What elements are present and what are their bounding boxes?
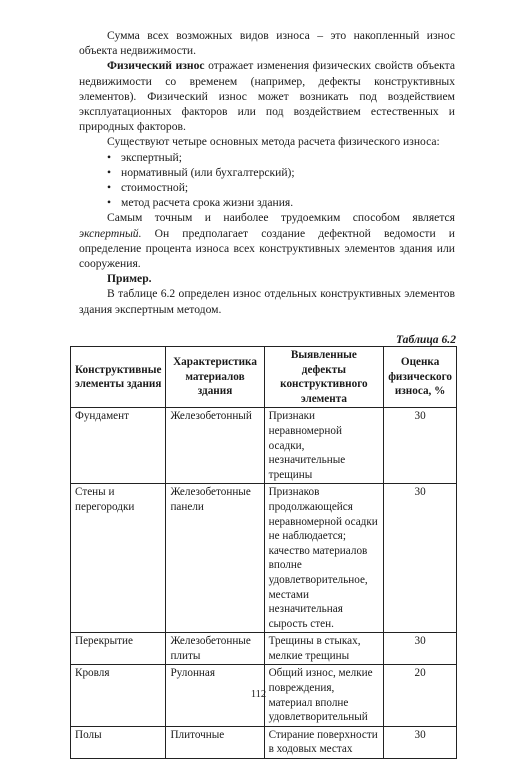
paragraph-accumulated-wear: Сумма всех возможных видов износа – это накопленный износ объекта недвижимости. [79,29,455,58]
paragraph-table-intro: В таблице 6.2 определен износ отдельных конструктивных элементов здания экспертным методом. [79,287,455,316]
table-caption: Таблица 6.2 [396,333,456,346]
cell-wear: 20 [384,665,457,726]
list-item: • метод расчета срока жизни здания. [107,195,455,210]
list-item: • экспертный; [107,150,455,165]
header-elements: Конструктивные элементы здания [71,347,166,408]
table-row [71,726,457,758]
header-wear-percent: Оценка физического износа, % [384,347,457,408]
paragraph-expert-method [79,210,455,271]
cell-wear: 30 [384,408,457,484]
page-number: 112 [250,689,267,700]
table-row [71,633,457,665]
cell-element: Полы [71,726,166,758]
cell-element: Фундамент [71,408,166,484]
paragraph-physical-wear [79,58,455,134]
expert-method-rest: Он предполагает создание дефектной ведомости и определение процента износа всех конструктивных элементов здания или сооружения. [79,226,455,271]
cell-material: Плиточные [166,726,264,758]
body-text [79,28,455,317]
table-header-row [71,347,457,408]
cell-element: Кровля [71,665,166,726]
header-defects: Выявленные дефекты конструктивного элемента [264,347,384,408]
term-expert: экспертный. [79,226,142,240]
list-item: • стоимостной; [107,180,455,195]
cell-element: Стены и перегородки [71,484,166,633]
cell-material: Рулонная [166,665,264,726]
cell-wear: 30 [384,484,457,633]
header-materials: Характеристика материалов здания [166,347,264,408]
cell-defects: Общий износ, мелкие повреждения, материал вполне удовлетворительный [264,665,384,726]
methods-list [79,150,455,211]
cell-defects: Трещины в стыках, мелкие трещины [264,633,384,665]
cell-element: Перекрытие [71,633,166,665]
table-row [71,484,457,633]
example-heading: Пример. [107,272,152,286]
cell-material: Железобетонные плиты [166,633,264,665]
physical-wear-definition: отражает изменения физических свойств объекта недвижимости со временем (например, дефекты конструктивных элементов). Физический износ может возникать под воздействием эксплуатационных факторов или под воздействием естественных и природных факторов. [79,59,455,134]
cell-material: Железобетонные панели [166,484,264,633]
cell-wear: 30 [384,726,457,758]
list-item: • нормативный (или бухгалтерский); [107,165,455,180]
cell-wear: 30 [384,633,457,665]
cell-material: Железобетонный [166,408,264,484]
paragraph-methods-intro: Существуют четыре основных метода расчета физического износа: [107,135,440,149]
term-physical-wear: Физический износ [107,59,205,73]
cell-defects: Стирание поверхности в ходовых местах [264,726,384,758]
cell-defects: Признаки неравномерной осадки, незначительные трещины [264,408,384,484]
expert-method-lead: Самым точным и наиболее трудоемким способом является [107,211,455,225]
cell-defects: Признаков продолжающейся неравномерной осадки не наблюдается; качество материалов вполне удовлетворительное, местами незначительная сырость стен. [264,484,384,633]
table-row [71,408,457,484]
